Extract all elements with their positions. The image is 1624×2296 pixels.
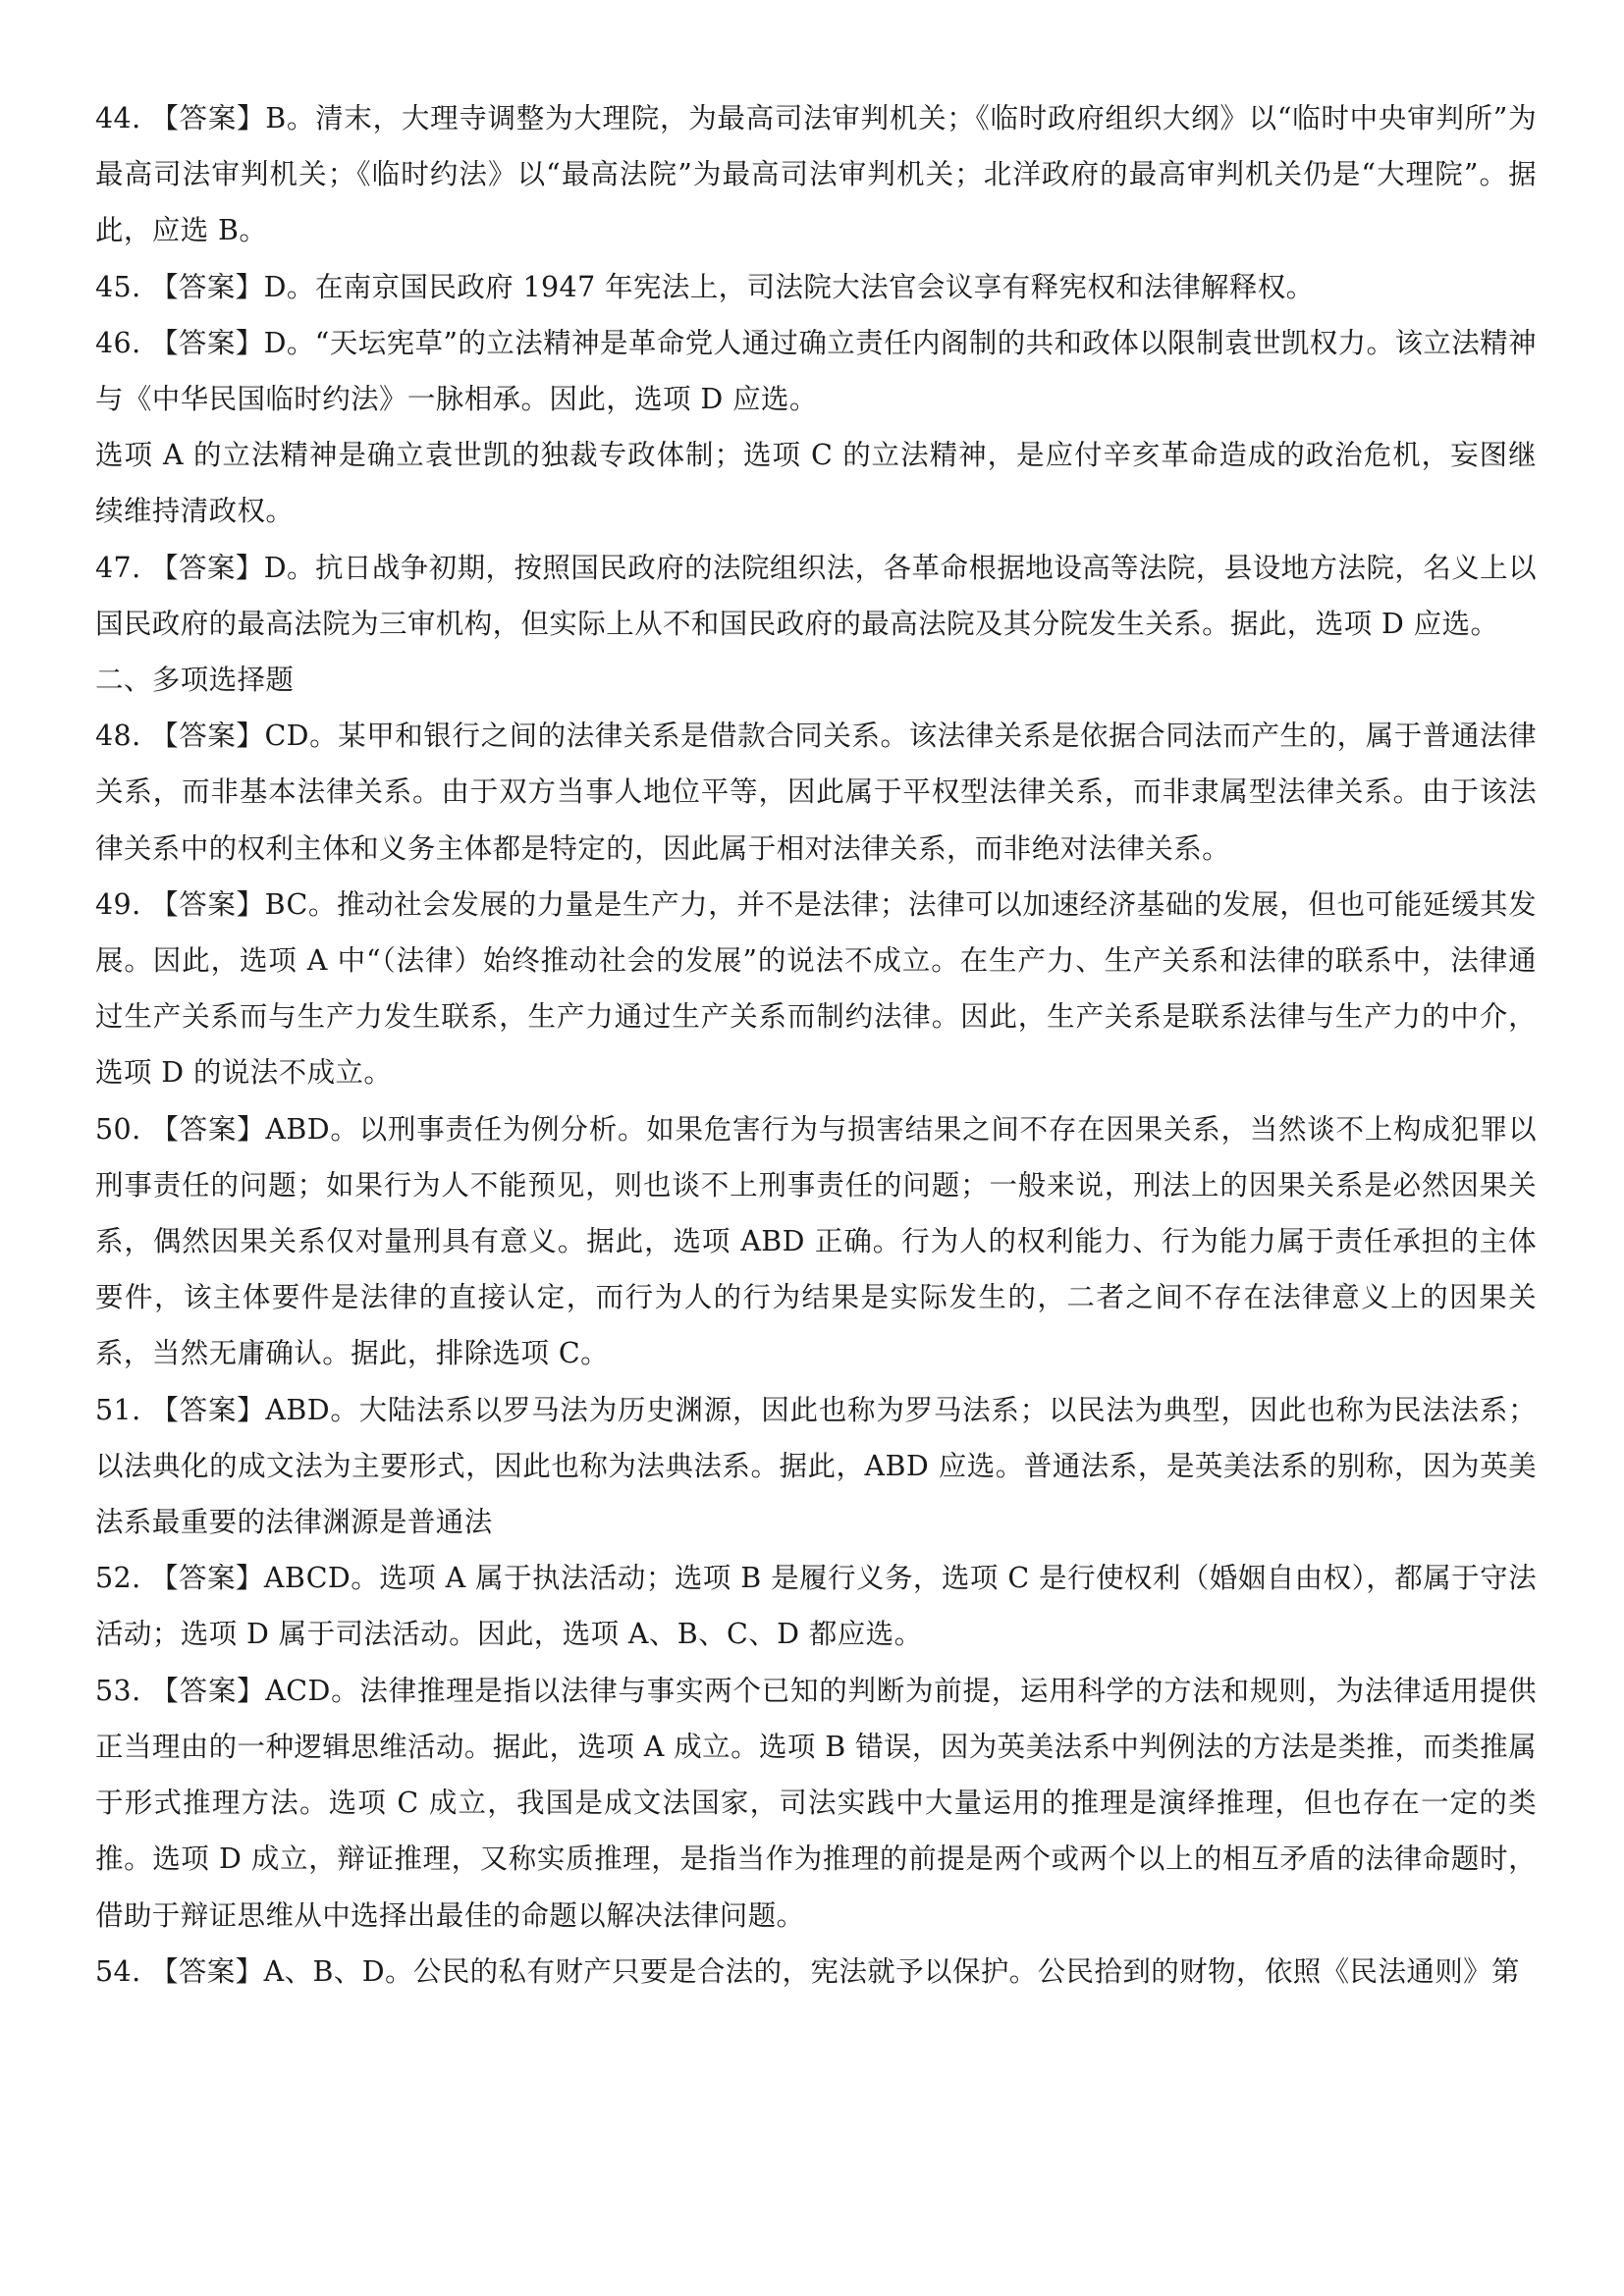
answer-53: 53. 【答案】ACD。法律推理是指以法律与事实两个已知的判断为前提，运用科学的方法和规则，为法律适用提供正当理由的一种逻辑思维活动。据此，选项 A 成立。选项 B 错误，因为英美法系中判例法的方法是类推，而类推属于形式推理方法。选项 C 成立，我国是成文法国家，司法实践中大量运用的推理是演绎推理，但也存在一定的类推。选项 D 成立，辩证推理，又称实质推理，是指当作为推理的前提是两个或两个以上的相互矛盾的法律命题时，借助于辩证思维从中选择出最佳的命题以解决法律问题。 (95, 1674, 1537, 1932)
answer-48: 48. 【答案】CD。某甲和银行之间的法律关系是借款合同关系。该法律关系是依据合同法而产生的，属于普通法律关系，而非基本法律关系。由于双方当事人地位平等，因此属于平权型法律关系，而非隶属型法律关系。由于该法律关系中的权利主体和义务主体都是特定的，因此属于相对法律关系，而非绝对法律关系。 (95, 720, 1537, 865)
answer-50: 50. 【答案】ABD。以刑事责任为例分析。如果危害行为与损害结果之间不存在因果关系，当然谈不上构成犯罪以刑事责任的问题；如果行为人不能预见，则也谈不上刑事责任的问题；一般来说，刑法上的因果关系是必然因果关系，偶然因果关系仅对量刑具有意义。据此，选项 ABD 正确。行为人的权利能力、行为能力属于责任承担的主体要件，该主体要件是法律的直接认定，而行为人的行为结果是实际发生的，二者之间不存在法律意义上的因果关系，当然无庸确认。据此，排除选项 C。 (95, 1112, 1537, 1370)
answer-52: 52. 【答案】ABCD。选项 A 属于执法活动；选项 B 是履行义务，选项 C 是行使权利（婚姻自由权），都属于守法活动；选项 D 属于司法活动。因此，选项 A、B、C、D 都应选。 (95, 1562, 1537, 1651)
answer-46: 46. 【答案】D。“天坛宪草”的立法精神是革命党人通过确立责任内阁制的共和政体以限制袁世凯权力。该立法精神与《中华民国临时约法》一脉相承。因此，选项 D 应选。 (95, 326, 1537, 416)
answer-44: 44. 【答案】B。清末，大理寺调整为大理院，为最高司法审判机关；《临时政府组织大纲》以“临时中央审判所”为最高司法审判机关；《临时约法》以“最高法院”为最高司法审判机关；北洋政府的最高审判机关仍是“大理院”。据此，应选 B。 (95, 102, 1537, 247)
document-page (95, 90, 1537, 2000)
answer-47: 47. 【答案】D。抗日战争初期，按照国民政府的法院组织法，各革命根据地设高等法院，县设地方法院，名义上以国民政府的最高法院为三审机构，但实际上从不和国民政府的最高法院及其分院发生关系。据此，选项 D 应选。 (95, 551, 1537, 640)
answer-54: 54. 【答案】A、B、D。公民的私有财产只要是合法的，宪法就予以保护。公民拾到的财物，依照《民法通则》第 (95, 1954, 1520, 1988)
answer-46-continued: 选项 A 的立法精神是确立袁世凯的独裁专政体制；选项 C 的立法精神，是应付辛亥革命造成的政治危机，妄图继续维持清政权。 (95, 439, 1537, 528)
answer-51: 51. 【答案】ABD。大陆法系以罗马法为历史渊源，因此也称为罗马法系；以民法为典型，因此也称为民法法系；以法典化的成文法为主要形式，因此也称为法典法系。据此，ABD 应选。普通法系，是英美法系的别称，因为英美法系最重要的法律渊源是普通法 (95, 1393, 1537, 1539)
section-heading-multiple-choice: 二、多项选择题 (95, 664, 295, 697)
answer-45: 45. 【答案】D。在南京国民政府 1947 年宪法上，司法院大法官会议享有释宪权和法律解释权。 (95, 270, 1315, 303)
answer-49: 49. 【答案】BC。推动社会发展的力量是生产力，并不是法律；法律可以加速经济基础的发展，但也可能延缓其发展。因此，选项 A 中“（法律）始终推动社会的发展”的说法不成立。在生产力、生产关系和法律的联系中，法律通过生产关系而与生产力发生联系，生产力通过生产关系而制约法律。因此，生产关系是联系法律与生产力的中介，选项 D 的说法不成立。 (95, 887, 1537, 1090)
